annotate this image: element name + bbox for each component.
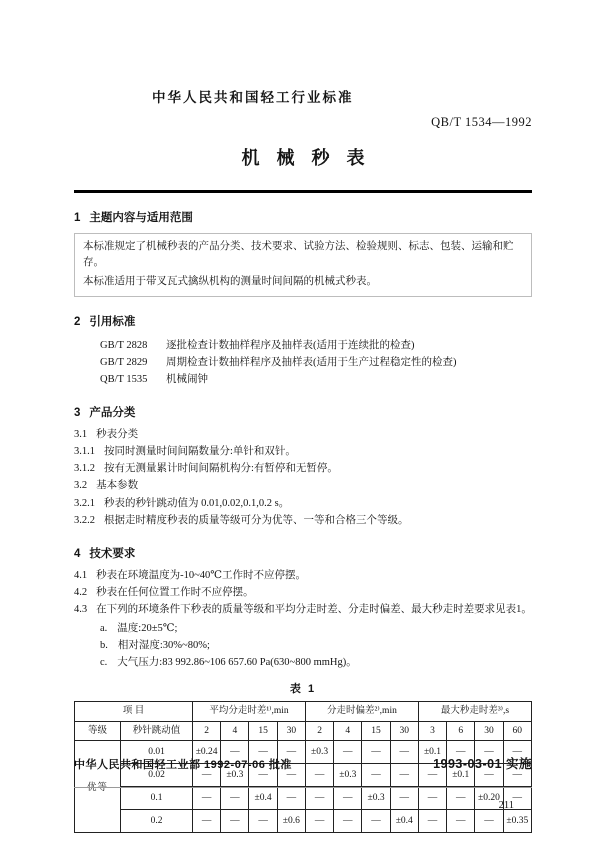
clause (74, 601, 532, 618)
table-cell: — (503, 740, 531, 763)
table-cell: — (418, 786, 446, 809)
section-scope (74, 209, 532, 297)
section-title: 主题内容与适用范围 (89, 212, 193, 224)
page-content (74, 0, 532, 833)
section-1-heading (74, 209, 532, 225)
table-cell: — (193, 809, 221, 832)
table-cell: — (362, 763, 390, 786)
table-cell: — (362, 740, 390, 763)
header-cell-group: 平均分走时差¹⁾,min (193, 702, 306, 721)
scope-box (74, 233, 532, 297)
header-cell-group: 最大秒走时差³⁾,s (418, 702, 531, 721)
header-cell: 4 (334, 721, 362, 740)
clause-text: 在下列的环境条件下秒表的质量等级和平均分走时差、分走时偏差、最大秒走时差要求见表1。 (96, 604, 532, 616)
table-cell: ±0.6 (277, 809, 305, 832)
table-cell: — (249, 740, 277, 763)
header-cell: 6 (447, 721, 475, 740)
condition-item (100, 620, 532, 637)
clause (74, 426, 532, 443)
section-title: 引用标准 (89, 315, 136, 328)
clause-list (74, 567, 532, 619)
reference-item (100, 354, 532, 371)
table-caption: 表 1 (289, 683, 317, 696)
clause (74, 495, 532, 512)
table-cell: ±0.3 (334, 763, 362, 786)
table-cell: — (390, 763, 418, 786)
clause-text: 按同时测量时间间隔数量分:单针和双针。 (104, 446, 296, 457)
table-cell: — (305, 809, 333, 832)
table-cell: — (277, 763, 305, 786)
section-number: 3 (74, 406, 81, 419)
clause-text: 按有无测量累计时间间隔机构分:有暂停和无暂停。 (104, 463, 338, 475)
condition-text: 相对湿度:30%~80%; (117, 639, 210, 651)
condition-label: c. (100, 657, 108, 669)
table-cell: — (193, 786, 221, 809)
clause-number: 4.2 (74, 587, 88, 599)
header-cell: 3 (418, 721, 446, 740)
table-cell: — (277, 740, 305, 763)
condition-text: 温度:20±5℃; (117, 622, 178, 634)
condition-item (100, 637, 532, 654)
section-2-heading (74, 313, 532, 329)
jump-cell: 0.1 (121, 786, 193, 809)
table-cell: — (447, 740, 475, 763)
table-cell: ±0.35 (503, 809, 531, 832)
reference-code: GB/T 2829 (100, 356, 148, 368)
clause-number: 3.1 (74, 428, 88, 440)
clause (74, 584, 532, 601)
page-number: 211 (498, 800, 514, 811)
footer-row (74, 754, 532, 772)
section-number: 1 (74, 212, 81, 224)
clause-number: 3.2.2 (74, 514, 95, 526)
clause (74, 443, 532, 460)
clause-number: 3.1.2 (74, 463, 95, 475)
header-cell: 2 (305, 721, 333, 740)
condition-text: 大气压力:83 992.86~106 657.60 Pa(630~800 mmHg)。 (117, 657, 357, 669)
clause (74, 512, 532, 529)
table-cell: ±0.3 (362, 786, 390, 809)
table-cell: — (418, 763, 446, 786)
table-cell: — (447, 786, 475, 809)
header-cell: 15 (362, 721, 390, 740)
clause-list (74, 426, 532, 529)
table-cell: ±0.1 (418, 740, 446, 763)
footer-rule (74, 787, 532, 788)
clause-text: 秒表在任何位置工作时不应停摆。 (96, 587, 254, 599)
reference-item (100, 337, 532, 354)
section-number: 2 (74, 315, 81, 328)
clause (74, 460, 532, 477)
table-cell: — (193, 763, 221, 786)
reference-code: QB/T 1535 (100, 373, 148, 385)
clause-number: 4.3 (74, 604, 88, 616)
clause-number: 3.1.1 (74, 446, 95, 457)
clause (74, 477, 532, 494)
header-cell: 15 (249, 721, 277, 740)
table-cell: — (221, 786, 249, 809)
table-cell: — (249, 763, 277, 786)
jump-cell: 0.2 (121, 809, 193, 832)
header-rule (74, 190, 532, 193)
table-cell: — (277, 786, 305, 809)
table-cell: — (418, 809, 446, 832)
implementation-date: 1993-03-01 实施 (433, 757, 532, 771)
section-title: 技术要求 (89, 548, 136, 561)
table-cell: — (305, 763, 333, 786)
table-cell: — (475, 740, 503, 763)
clause-text: 基本参数 (96, 480, 139, 492)
reference-desc: 周期检查计数抽样程序及抽样表(适用于生产过程稳定性的检查) (166, 356, 457, 368)
condition-item (100, 654, 532, 671)
clause-text: 秒表的秒针跳动值为 0.01,0.02,0.1,0.2 s。 (104, 497, 290, 509)
scope-paragraph: 本标准规定了机械秒表的产品分类、技术要求、试验方法、检验规则、标志、包装、运输和贮存。 (83, 241, 514, 269)
header-cell-group: 分走时偏差²⁾,min (305, 702, 418, 721)
section-3-heading (74, 404, 532, 420)
header-cell: 4 (221, 721, 249, 740)
header-cell: 2 (193, 721, 221, 740)
reference-desc: 逐批检查计数抽样程序及抽样表(适用于连续批的检查) (166, 339, 415, 351)
section-references (74, 313, 532, 388)
clause-text: 秒表在环境温度为-10~40℃工作时不应停摆。 (96, 570, 307, 582)
table-cell: ±0.1 (447, 763, 475, 786)
table-cell: — (334, 740, 362, 763)
section-number: 4 (74, 548, 81, 561)
clause-number: 3.2 (74, 480, 88, 492)
table-cell: — (475, 809, 503, 832)
page-footer (74, 754, 532, 788)
condition-label: a. (100, 622, 108, 634)
table-row (75, 786, 532, 809)
table-subheader-row (75, 721, 532, 740)
table-cell: — (390, 786, 418, 809)
header-cell-item: 项 目 (75, 702, 193, 721)
header-cell-grade: 等级 (75, 721, 121, 740)
table-cell: — (334, 786, 362, 809)
clause-number: 3.2.1 (74, 497, 95, 509)
reference-list (100, 337, 532, 388)
grade-cell: 优等 (75, 740, 121, 832)
table-cell: — (334, 809, 362, 832)
table-cell: — (503, 763, 531, 786)
condition-list (74, 620, 532, 672)
table-header-row (75, 702, 532, 721)
table-cell: ±0.3 (305, 740, 333, 763)
condition-label: b. (100, 639, 108, 651)
jump-cell: 0.02 (121, 763, 193, 786)
header-cell-jump: 秒针跳动值 (121, 721, 193, 740)
clause-number: 4.1 (74, 570, 88, 582)
table-cell: — (447, 809, 475, 832)
approval-text: 中华人民共和国轻工业部 1992-07-06 批准 (74, 759, 292, 771)
table-cell: ±0.24 (193, 740, 221, 763)
reference-desc: 机械闹钟 (166, 373, 208, 385)
section-4-heading (74, 545, 532, 561)
clause-text: 秒表分类 (96, 428, 139, 440)
clause (74, 567, 532, 584)
header-cell: 60 (503, 721, 531, 740)
table-header (75, 702, 532, 741)
header-cell: 30 (390, 721, 418, 740)
standard-number: QB/T 1534—1992 (431, 115, 532, 129)
table-cell: — (475, 763, 503, 786)
reference-item (100, 371, 532, 388)
header-cell: 30 (475, 721, 503, 740)
table-cell: — (503, 786, 531, 809)
table-cell: — (390, 740, 418, 763)
table-cell: — (249, 809, 277, 832)
reference-code: GB/T 2828 (100, 339, 148, 351)
table-cell: — (221, 809, 249, 832)
jump-cell: 0.01 (121, 740, 193, 763)
scope-paragraph: 本标准适用于带叉瓦式擒纵机构的测量时间间隔的机械式秒表。 (83, 275, 377, 287)
section-title: 产品分类 (89, 406, 136, 419)
table-cell: ±0.20 (475, 786, 503, 809)
table-cell: — (362, 809, 390, 832)
table-row (75, 809, 532, 832)
section-technical-requirements (74, 545, 532, 671)
standard-type-heading: 中华人民共和国轻工行业标准 (152, 90, 354, 105)
table-cell: ±0.4 (390, 809, 418, 832)
table-cell: ±0.3 (221, 763, 249, 786)
document-title: 机 械 秒 表 (241, 148, 371, 168)
table-cell: ±0.4 (249, 786, 277, 809)
table-cell: — (221, 740, 249, 763)
section-classification (74, 404, 532, 529)
header-cell: 30 (277, 721, 305, 740)
clause-text: 根据走时精度秒表的质量等级可分为优等、一等和合格三个等级。 (104, 514, 409, 526)
table-cell: — (305, 786, 333, 809)
